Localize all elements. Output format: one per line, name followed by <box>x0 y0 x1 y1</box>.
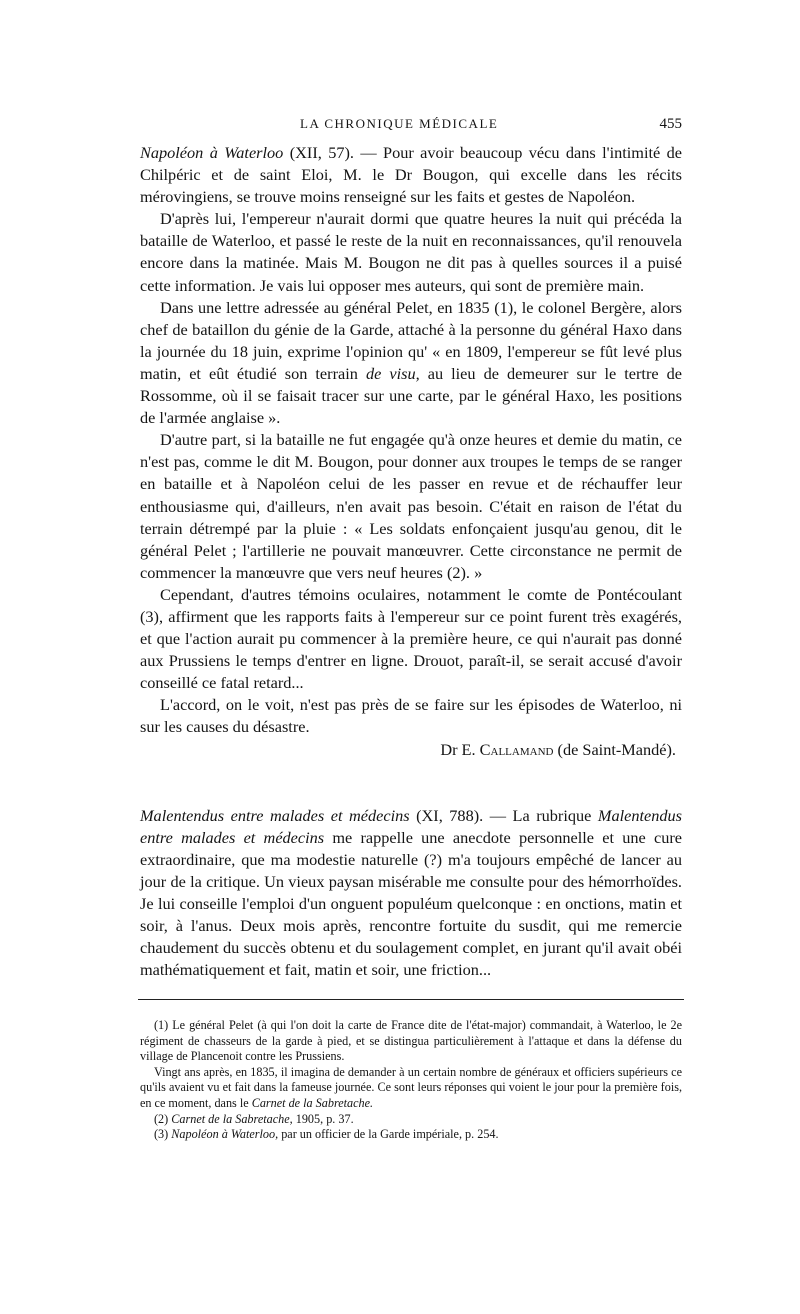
paragraph-text: — La rubrique <box>489 805 592 825</box>
paragraph <box>140 297 682 430</box>
running-title: LA CHRONIQUE MÉDICALE <box>300 116 499 131</box>
article1-paragraph <box>140 142 682 208</box>
page-number: 455 <box>659 116 682 132</box>
paragraph-text: me rappelle une anecdote personnelle et une cure extraordinaire, que ma modestie naturelle (?) m'a toujours empêché de lancer au jour de la critique. Un vieux paysan misérable me consulte pour des hémorrhoïdes. Je lui conseille l'emploi d'un onguent populéum quelconque : en onctions, matin et soir, à l'anus. Deux mois après, rencontre fortuite du susdit, qui me remercie chaudement du succès obtenu et du soulagement complet, en jurant qu'il avait obéi mathématiquement et fait, matin et soir, une friction... <box>140 827 682 980</box>
article2-ref: (XI, 788). <box>416 805 484 825</box>
section-gap <box>140 761 682 783</box>
paragraph: D'autre part, si la bataille ne fut engagée qu'à onze heures et demie du matin, ce n'est pas, comme le dit M. Bougon, pour donner aux troupes le temps de se ranger en bataille et à Napoléon celui de les passer en revue et de réchauffer leur enthousiasme qui, d'ailleurs, n'en avait pas besoin. C'était en raison de l'état du terrain détrempé par la pluie : « Les soldats enfonçaient jusqu'au genou, dit le général Pelet ; l'artillerie ne pouvait manœuvrer. Cette circonstance ne permit de commencer la manœuvre que vers neuf heures (2). » <box>140 430 682 582</box>
footnote-3 <box>140 1127 682 1143</box>
article1-ref: (XII, 57). <box>289 143 354 162</box>
italic-phrase: de visu, <box>365 363 420 383</box>
footnote-italic: Carnet de la Sabretache, <box>171 1111 293 1126</box>
footnote-text: Vingt ans après, en 1835, il imagina de demander à un certain nombre de généraux et officiers supérieurs ce qu'ils avaient vu et fait dans la fameuse journée. Ce sont leurs réponses qui voient le jour pour la première fois, en ce moment, dans le <box>140 1064 682 1110</box>
footnote-1: (1) Le général Pelet (à qui l'on doit la carte de France dite de l'état-major) commandait, à Waterloo, le 2e régiment de chasseurs de la garde à pied, et se distingua particulièrement à l'attaque et dans la défense du village de Plancenoit contre les Prussiens. <box>140 1018 682 1064</box>
footnote-italic: Napoléon à Waterloo, <box>171 1127 279 1142</box>
italic-phrase: Malentendus entre malades et médecins <box>140 805 682 847</box>
footnotes <box>140 1018 682 1143</box>
footnote-text: 1905, p. 37. <box>295 1111 354 1126</box>
signature <box>140 739 682 761</box>
footnote-marker: (2) <box>154 1111 169 1126</box>
section-gap <box>140 783 682 805</box>
article1-text: — Pour avoir beaucoup vécu dans l'intimité de Chilpéric et de saint Eloi, M. le Dr Bougon, qui excelle dans les récits mérovingiens, se trouve moins renseigné sur les faits et gestes de Napoléon. <box>140 143 682 207</box>
footnote-1-continued <box>140 1065 682 1112</box>
page-header <box>140 116 682 136</box>
paragraph-text: au lieu de demeurer sur le tertre de Rossomme, où il se faisait tracer sur une carte, par le général Haxo, les positions de l'armée anglaise ». <box>140 363 683 428</box>
article2-title: Malentendus entre malades et médecins <box>140 805 410 825</box>
paragraph-text: Dans une lettre adressée au général Pelet, en 1835 (1), le colonel Bergère, alors chef de bataillon du génie de la Garde, attaché à la personne du général Haxo dans la journée du 18 juin, exprime l'opinion qu' « en 1809, l'empereur se fût levé plus matin, et eût étudié son terrain <box>140 297 682 383</box>
paragraph: Cependant, d'autres témoins oculaires, notamment le comte de Pontécoulant (3), affirment que les rapports faits à l'empereur sur ce point furent très exagérés, et que l'action aurait pu commencer à la première heure, ce qui n'aurait pas donné aux Prussiens le temps d'entrer en ligne. Drouot, paraît-il, se serait accusé d'avoir conseillé ce fatal retard... <box>140 584 682 693</box>
signature-place: (de Saint-Mandé). <box>557 739 676 759</box>
signature-name: Callamand <box>479 739 554 759</box>
signature-prefix: Dr E. <box>440 739 476 759</box>
footnote-2 <box>140 1112 682 1128</box>
footnote-text: par un officier de la Garde impériale, p. 254. <box>281 1127 499 1142</box>
article1-title: Napoléon à Waterloo <box>140 143 284 162</box>
footnote-divider <box>138 999 684 1000</box>
footnote-italic: Carnet de la Sabretache. <box>251 1095 374 1110</box>
footnote-marker: (3) <box>154 1127 169 1142</box>
paragraph: L'accord, on le voit, n'est pas près de se faire sur les épisodes de Waterloo, ni sur les causes du désastre. <box>140 695 682 737</box>
main-text <box>140 142 682 981</box>
article2-paragraph <box>140 805 682 982</box>
paragraph: D'après lui, l'empereur n'aurait dormi que quatre heures la nuit qui précéda la bataille de Waterloo, et passé le reste de la nuit en reconnaissances, qu'il renouvela encore dans la matinée. Mais M. Bougon ne dit pas à quelles sources il a puisé cette information. Je vais lui opposer mes auteurs, qui sont de première main. <box>140 209 682 295</box>
